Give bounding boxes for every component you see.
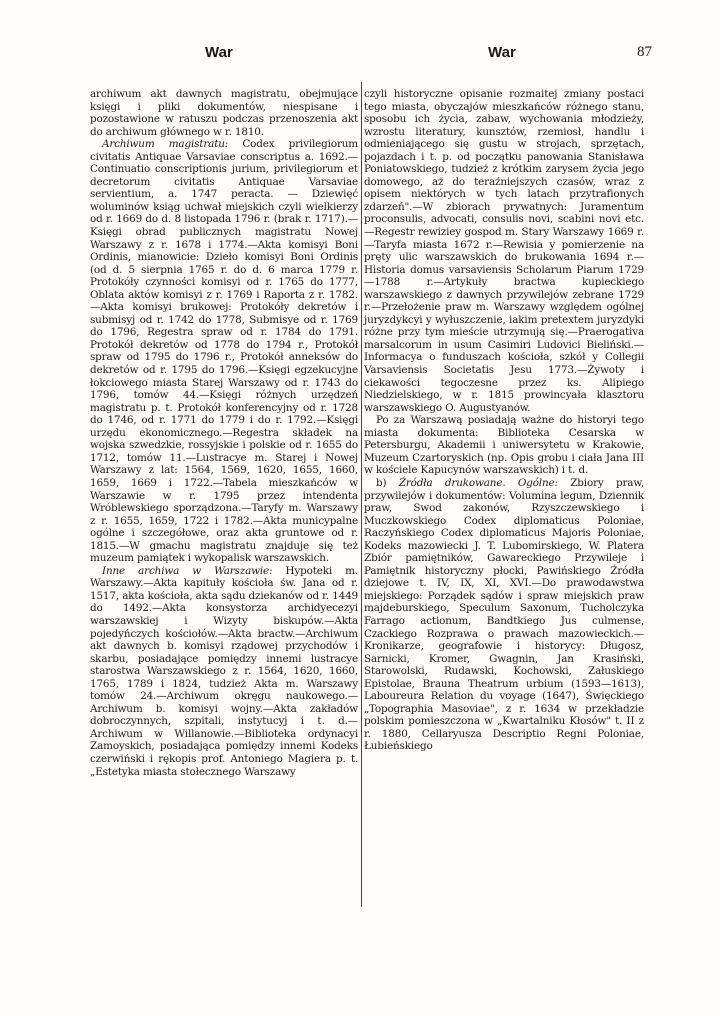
section-heading: Archiwum magistratu: (102, 138, 229, 151)
paragraph (90, 138, 358, 565)
paragraph (90, 88, 358, 138)
section-heading: Źródła drukowane. Ogólne: (398, 476, 558, 489)
right-column (364, 88, 644, 753)
header-left-title: War (205, 44, 233, 61)
paragraph-text: Hypoteki m. Warszawy.—Akta kapituły kościoła św. Jana od r. 1517, akta kościoła, akta sądu dziekanów od r. 1449 do 1492.—Akta konsystorza archidyecezyi warszawskiej i Wizyty biskupów.—Akta pojedyńczych kościołów.—Akta bractw.—Archiwum akt dawnych b. komisyi rządowej przychodów i skarbu, posiadające pomiędzy innemi lustracye starostwa Warszawskiego z r. 1564, 1620, 1660, 1765, 1789 i 1824, tudzież Akta m. Warszawy tomów 24.—Archiwum okręgu naukowego.—Archiwum b. komisyi wojny.—Akta zakładów dobroczynnych, szpitali, instytucyj i t. d.—Archiwum w Willanowie.—Biblioteka ordynacyi Zamoyskich, posiadająca pomiędzy innemi Kodeks czerwiński i rękopis prof. Antoniego Magiera p. t. „Estetyka miasta stołecznego Warszawy (90, 564, 358, 778)
paragraph-text: Zbiory praw, przywilejów i dokumentów: Volumina legum, Dziennik praw, Swod zakonów, Rzyszczewskiego i Muczkowskiego Codex diplomaticus Poloniae, Raczyńskiego Codex diplomaticus Majoris Poloniae, Kodeks mazowiecki J. T. Lubomirskiego, W. Platera Zbiór pamiętników, Gawareckiego Przywileje i Pamiętnik historyczny płocki, Pawińskiego Źródła dziejowe t. IV, IX, XI, XVI.—Do prawodawstwa miejskiego: Porządek sądów i spraw miejskich praw majdeburskiego, Speculum Saxonum, Tucholczyka Farrago actionum, Bandtkiego Jus culmense, Czackiego Rozprawa o prawach mazowieckich.—Kronikarze, geografowie i historycy: Długosz, Sarnicki, Kromer, Gwagnin, Jan Krasiński, Starowolski, Rudawski, Kochowski, Załuskiego Epistolae, Brauna Theatrum urbium (1593—1613), Laboureura Relation du voyage (1647), Święckiego „Topographia Masoviae", z r. 1634 w przekładzie polskim pomieszczona w „Kwartalniku Kłosów" t. II z r. 1880, Cellaryusza Descriptio Regni Poloniae, Łubieńskiego (364, 476, 644, 753)
section-heading: Inne archiwa w Warszawie: (102, 564, 273, 577)
column-divider (361, 82, 362, 907)
paragraph-text: Po za Warszawą posiadają ważne do historyi tego miasta dokumenta: Biblioteka Cesarska w Petersburgu, Akademii i uniwersytetu w Krakowie, Muzeum Czartoryskich (np. Opis grobu i ciała Jana III w kościele Kapucynów warszawskich) i t. d. (364, 414, 644, 477)
paragraph (90, 565, 358, 778)
paragraph-text: czyli historyczne opisanie rozmaitej zmiany postaci tego miasta, obyczajów mieszkańców różnego stanu, sposobu ich życia, zabaw, wychowania młodzieży, wzrostu literatury, kunsztów, rzemiosł, handlu i odmieniającego się gustu w strojach, sprzętach, pojazdach i t. p. od początku panowania Stanisława Poniatowskiego, tudzież z krótkim zarysem życia jego domowego, aż do teraźniejszych czasów, wraz z opisem niektórych w tych latach przytrafionych zdarzeń".—W zbiorach prywatnych: Juramentum proconsulis, advocati, consulis novi, scabini novi etc.—Regestr rewiziey gospod m. Stary Warszawy 1669 r.—Taryfa miasta 1672 r.—Rewisia y pomierzenie na pręty ulic warszawskich do brukowania 1694 r.—Historia domus varsaviensis Scholarum Piarum 1729—1788 r.—Artykuły bractwa kupieckiego warszawskiego z dawnych przywilejów zebrane 1729 r.—Przełożenie praw m. Warszawy względem ogólnej juryzdykcyi y wyłuszczenie, iakim pretextem juryzdyki różne przy tym mieście utrzymują się.—Praerogativa marsalcorum in usum Casimiri Ludovici Bieliński.—Informacya o funduszach kościoła, szkół y Collegii Varsaviensis Societatis Jesu 1773.—Żywoty i ciekawości tegoczesne przez ks. Alipiego Niedzielskiego, w r. 1815 prowincyała klasztoru warszawskiego O. Augustyanów. (364, 88, 644, 414)
running-header (0, 44, 720, 70)
left-column (90, 88, 358, 778)
paragraph-text: archiwum akt dawnych magistratu, obejmujące księgi i pliki dokumentów, niespisane i pozostawione w ratuszu podczas przenoszenia akt do archiwum głównego w r. 1810. (90, 88, 358, 138)
header-right-title: War (488, 44, 516, 61)
paragraph (364, 88, 644, 414)
paragraph (364, 414, 644, 477)
list-marker: b) (376, 476, 399, 489)
paragraph (364, 477, 644, 753)
paragraph-text: Codex privilegiorum civitatis Antiquae Varsaviae conscriptus a. 1692.—Continuatio conscriptionis jurium, privilegiorum et decretorum civitatis Antiquae Varsaviae servientium, a. 1747 peracta. — Dziewięć woluminów ksiąg uchwał miejskich czyli wielkierzy od r. 1669 do d. 8 listopada 1796 r. (brak r. 1717).—Księgi obrad publicznych magistratu Nowej Warszawy z r. 1678 i 1774.—Akta komisyi Boni Ordinis, mianowicie: Dzieło komisyi Boni Ordinis (od d. 5 sierpnia 1765 r. do d. 6 marca 1779 r. Protokóły czynności komisyi od r. 1765 do 1777, Oblata aktów komisyi z r. 1769 i Raporta z r. 1782.—Akta komisyi brukowej: Protokóły dekretów i submisyj od r. 1742 do 1778, Submisye od r. 1769 do 1796, Regestra spraw od r. 1784 do 1791. Protokół dekretów od 1778 do 1794 r., Protokół spraw od 1795 do 1796 r., Protokół anneksów do dekretów od r. 1795 do 1796.—Księgi egzekucyjne łokciowego miasta Starej Warszawy od r. 1743 do 1796, tomów 44.—Księgi różnych urzędzeń magistratu p. t. Protokół konferencyjny od r. 1728 do 1746, od r. 1771 do 1779 i do r. 1792.—Księgi urzędu ekonomicznego.—Regestra składek na wojska szwedzkie, rossyjskie i polskie od r. 1655 do 1712, tomów 11.—Lustracye m. Starej i Nowej Warszawy z lat: 1564, 1569, 1620, 1655, 1660, 1659, 1669 i 1722.—Tabela mieszkańców w Warszawie w r. 1795 przez intendenta Wróblewskiego sporządzona.—Taryfy m. Warszawy z r. 1655, 1659, 1722 i 1782.—Akta municypalne ogólne i szczegółowe, oraz akta gruntowe od r. 1815.—W gmachu magistratu znajduje się też muzeum pamiątek i wykopalisk warszawskich. (90, 138, 359, 565)
page-number: 87 (637, 44, 652, 60)
